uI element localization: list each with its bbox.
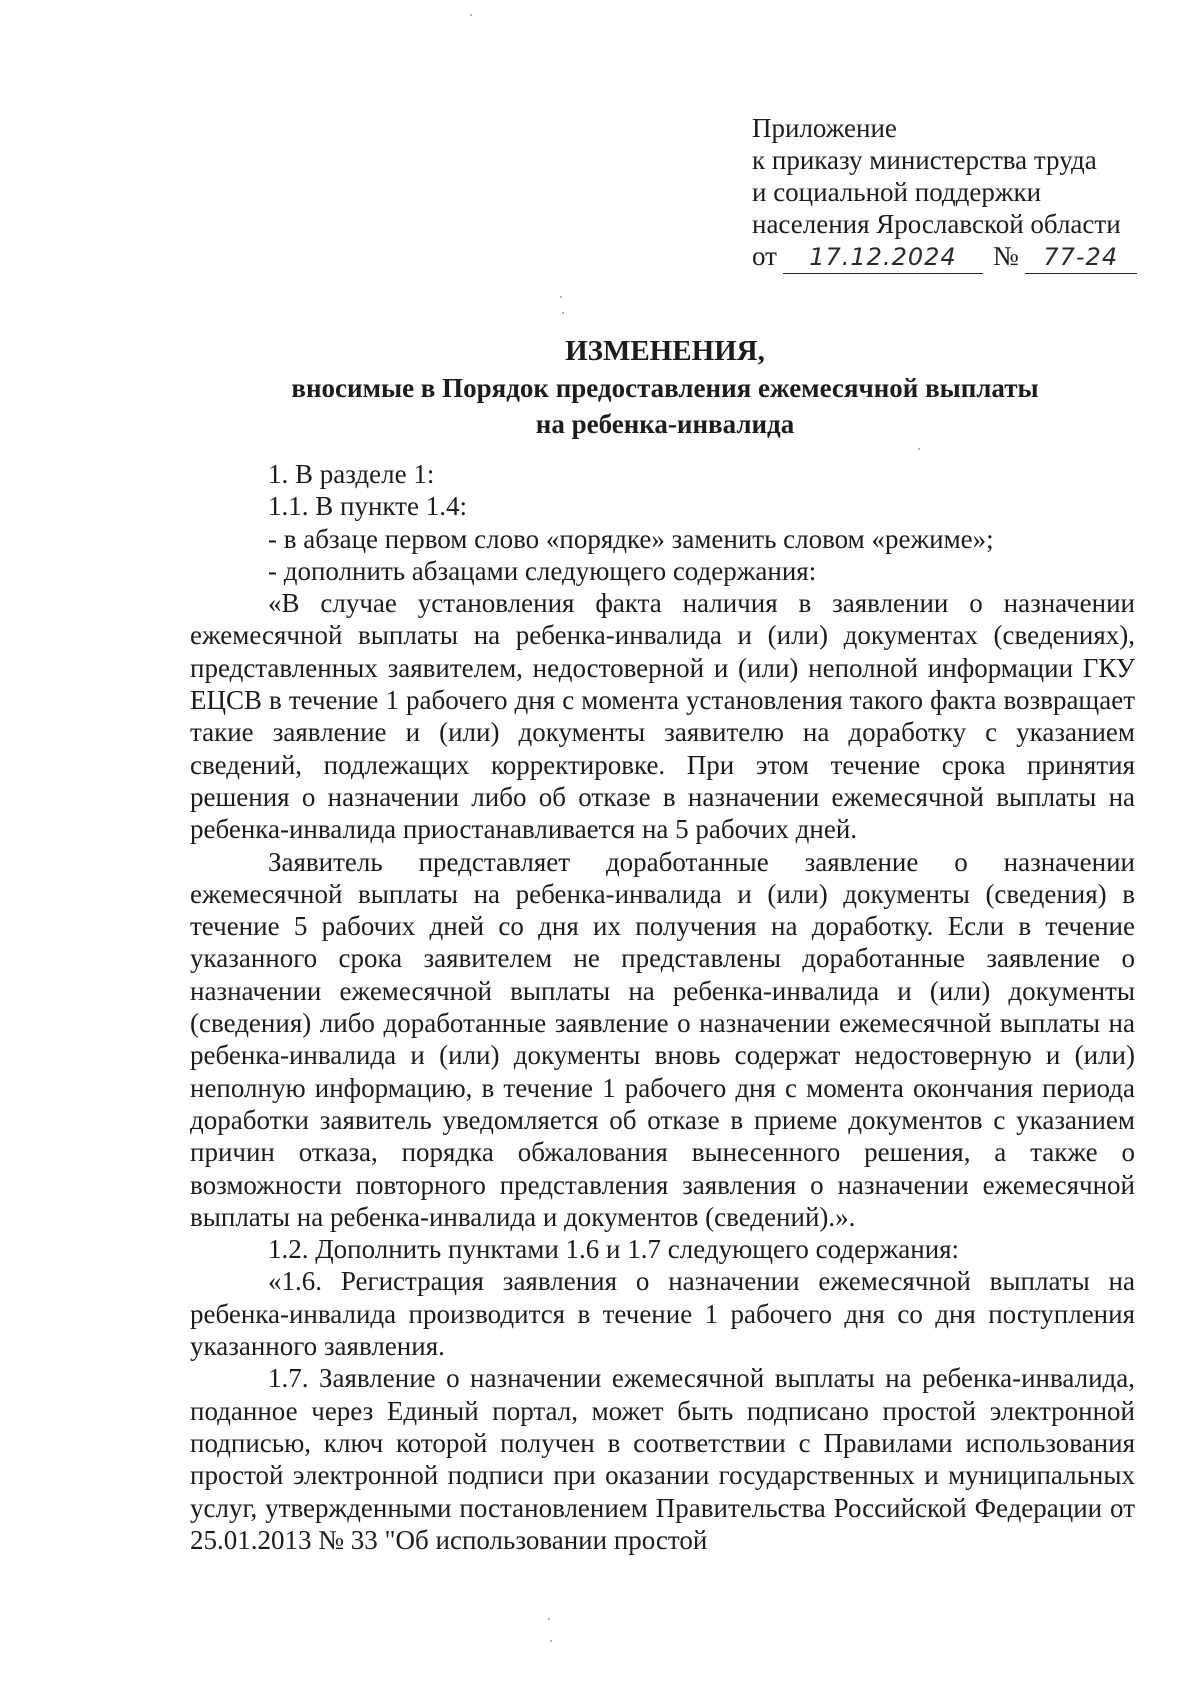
subsection-heading: 1.1. В пункте 1.4: bbox=[268, 491, 467, 522]
scan-speck bbox=[560, 296, 562, 298]
appendix-header bbox=[752, 112, 1137, 274]
appendix-line-2: к приказу министерства труда bbox=[752, 145, 1097, 175]
paragraph-1: «В случае установления факта наличия в заявлении о назначении ежемесячной выплаты на ребенка-инвалида и (или) документах (сведениях), представленных заявителем, недостоверной и (или) неполной информации ГКУ ЕЦСВ в течение 1 рабочего дня с момента установления такого факта возвращает такие заявление и (или) документы заявителю на доработку с указанием сведений, подлежащих корректировке. При этом течение срока принятия решения о назначении либо об отказе в назначении ежемесячной выплаты на ребенка-инвалида приостанавливается на 5 рабочих дней. bbox=[190, 588, 1135, 845]
paragraph-4: «1.6. Регистрация заявления о назначении ежемесячной выплаты на ребенка-инвалида производится в течение 1 рабочего дня со дня поступления указанного заявления. bbox=[190, 1266, 1135, 1362]
appendix-line-4: населения Ярославской области bbox=[752, 209, 1121, 239]
title-subtitle-2: на ребенка-инвалида bbox=[535, 409, 795, 439]
paragraph-3: 1.2. Дополнить пунктами 1.6 и 1.7 следующего содержания: bbox=[268, 1234, 960, 1265]
scan-speck bbox=[562, 312, 564, 314]
from-label: от bbox=[752, 241, 777, 271]
scan-speck bbox=[550, 1640, 552, 1642]
appendix-line-3: и социальной поддержки bbox=[752, 177, 1042, 207]
scan-speck bbox=[470, 14, 472, 16]
title-subtitle-1: вносимые в Порядок предоставления ежемесячной выплаты bbox=[291, 373, 1039, 403]
dash-item-1: - в абзаце первом слово «порядке» заменить словом «режиме»; bbox=[268, 523, 994, 554]
appendix-line-1: Приложение bbox=[752, 113, 897, 143]
scan-speck bbox=[548, 1618, 550, 1620]
appendix-date-line bbox=[752, 240, 1137, 274]
paragraph-5: 1.7. Заявление о назначении ежемесячной выплаты на ребенка-инвалида, поданное через Единый портал, может быть подписано простой электронной подписью, ключ которой получен в соответствии с Правилами использования простой электронной подписи при оказании государственных и муниципальных услуг, утвержденными постановлением Правительства Российской Федерации от 25.01.2013 № 33 "Об использовании простой bbox=[190, 1363, 1135, 1555]
number-label: № bbox=[992, 241, 1019, 271]
document-title bbox=[190, 332, 1140, 442]
scan-speck bbox=[918, 448, 920, 450]
paragraph-2: Заявитель представляет доработанные заявление о назначении ежемесячной выплаты на ребенка-инвалида и (или) документы (сведения) в течение 5 рабочих дней со дня их получения на доработку. Если в течение указанного срока заявителем не представлены доработанные заявление о назначении ежемесячной выплаты на ребенка-инвалида и (или) документы (сведения) либо доработанные заявление о назначении ежемесячной выплаты на ребенка-инвалида и (или) документы вновь содержат недостоверную и (или) неполную информацию, в течение 1 рабочего дня с момента окончания периода доработки заявитель уведомляется об отказе в приеме документов с указанием причин отказа, порядка обжалования вынесенного решения, а также о возможности повторного представления заявления о назначении ежемесячной выплаты на ребенка-инвалида и документов (сведений).». bbox=[190, 846, 1135, 1232]
dash-item-2: - дополнить абзацами следующего содержания: bbox=[268, 555, 817, 586]
handwritten-number: 77-24 bbox=[1025, 241, 1137, 274]
title-main: ИЗМЕНЕНИЯ, bbox=[565, 335, 765, 367]
section-heading: 1. В разделе 1: bbox=[268, 459, 435, 489]
handwritten-date: 17.12.2024 bbox=[783, 241, 983, 274]
document-body bbox=[190, 458, 1135, 1556]
